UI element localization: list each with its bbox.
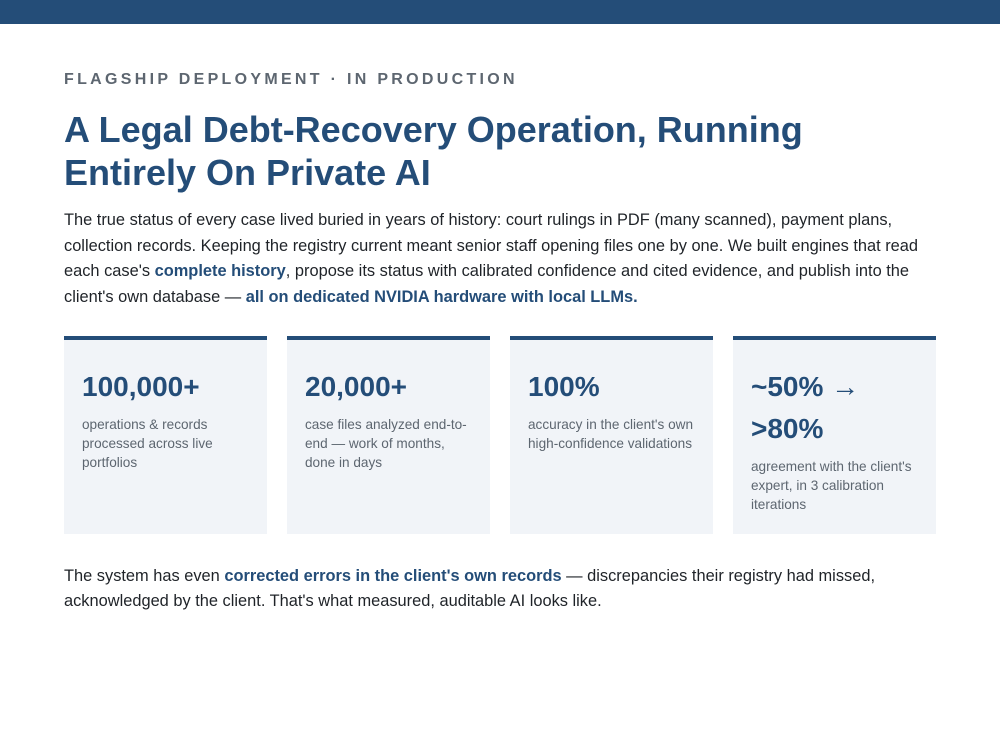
stat-value: 100% [528,371,600,402]
closing-text-2: — discrepancies their registry had missed, acknowledged by the client. That's what measured, auditable AI looks like. [64,567,875,610]
stat-description: operations & records processed across live portfolios [82,417,213,470]
stat-value: 20,000+ [305,371,407,402]
lead-text-2: , propose its status with calibrated confidence and cited evidence, and publish into the client's own database — [64,262,910,307]
closing-text-1: The system has even [64,567,225,585]
stat-card-accuracy [510,336,713,534]
top-accent-bar [0,0,1000,24]
lead-highlight-2: all on dedicated NVIDIA hardware with local LLMs. [245,288,638,307]
closing-highlight: corrected errors in the client's own records [224,567,562,585]
stat-card-agreement [733,336,936,534]
stats-grid [64,336,936,534]
stat-description: case files analyzed end-to-end — work of months, done in days [305,417,467,470]
lead-text-1: The true status of every case lived buried in years of history: court rulings in PDF (many scanned), payment plans, collection records. Keeping the registry current meant senior staff opening files one by one. We built engines that read each case's [64,211,919,281]
stat-description: agreement with the client's expert, in 3 calibration iterations [751,459,912,512]
stat-description: accuracy in the client's own high-confidence validations [528,417,694,451]
stat-value: 100,000+ [82,371,200,402]
lead-paragraph [64,208,936,311]
eyebrow-label: FLAGSHIP DEPLOYMENT · IN PRODUCTION [64,71,518,88]
stat-card-case-files [287,336,490,534]
stat-value: ~50% → >80% [751,371,860,444]
lead-highlight-1: complete history [154,262,286,281]
closing-paragraph [64,564,936,614]
page-title: A Legal Debt-Recovery Operation, Running Entirely On Private AI [64,109,803,193]
stat-card-operations [64,336,267,534]
